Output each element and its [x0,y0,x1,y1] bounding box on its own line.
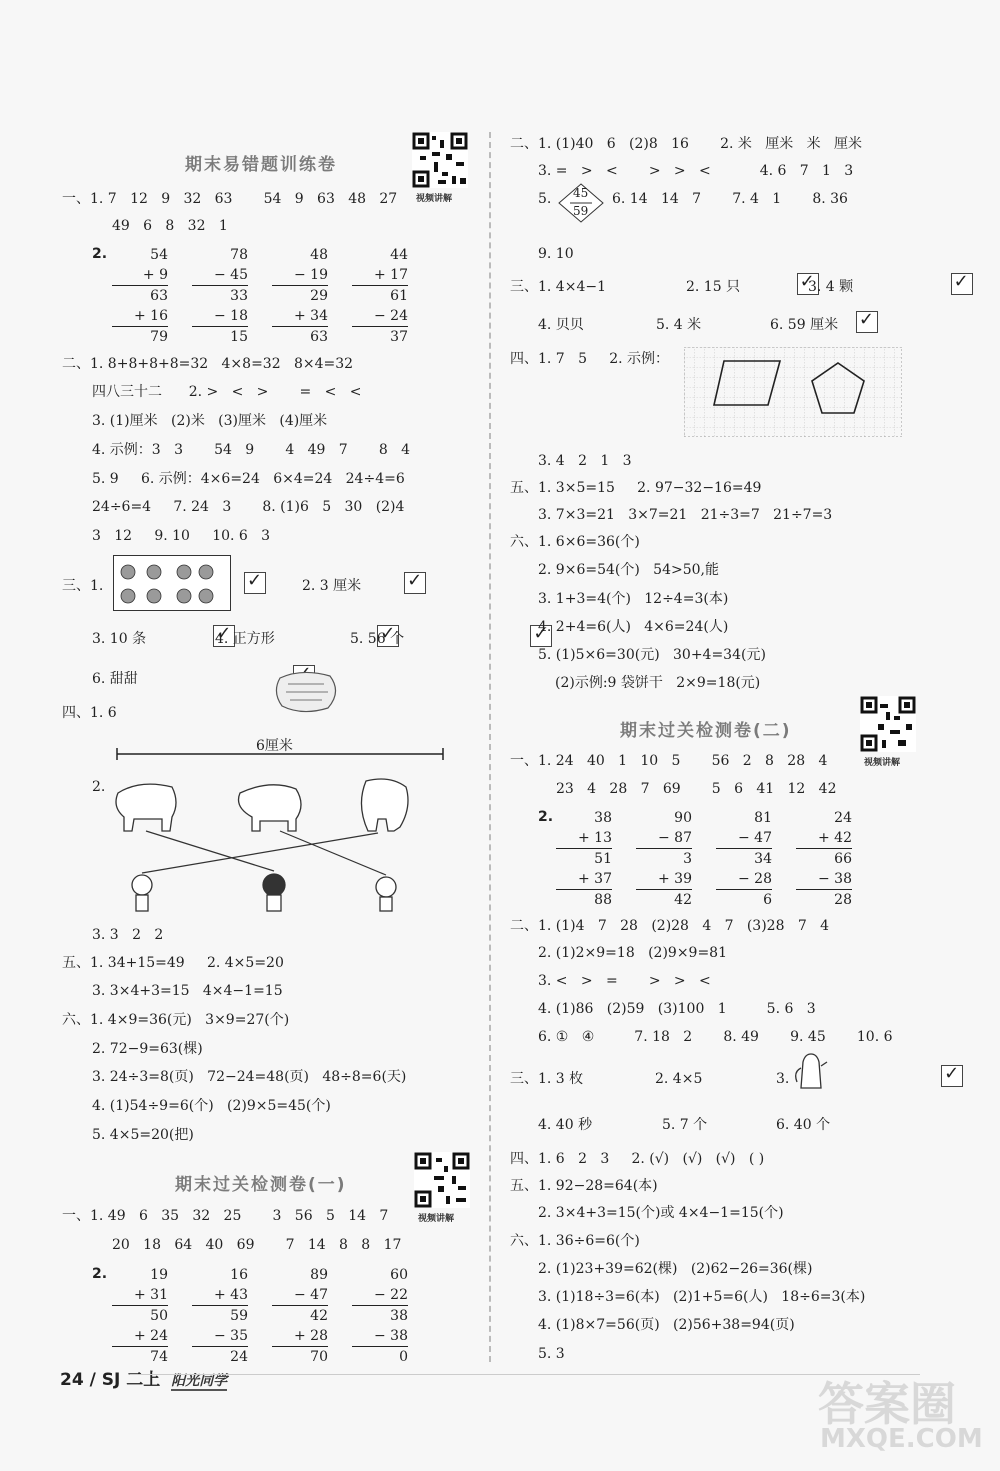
answer-line: 5. 56 个 [350,631,405,647]
answer-line: 5. 7 个 [662,1117,708,1133]
watermark-logo: 答案圈 [818,1377,956,1431]
qr-code-icon[interactable] [412,132,468,188]
answer-line: 二、1. (1)4 7 28 (2)28 4 7 (3)28 7 4 [510,918,829,934]
arithmetic-cell: − 45 [192,265,248,286]
answer-line: 四、1. 6 [62,705,117,721]
footer-rule [130,1374,920,1375]
answer-line: 3. 1+3=4(个) 12÷4=3(本) [538,591,729,607]
ruler-line [115,748,445,760]
arithmetic-cell: + 9 [112,265,168,286]
arithmetic-cell: + 17 [352,265,408,286]
answer-line: 6. 59 厘米 [770,317,839,333]
answer-line: 5. 4×5=20(把) [92,1127,194,1143]
answer-line: 2. 3 厘米 [302,578,362,594]
answer-line: 2. 9×6=54(个) 54>50,能 [538,562,719,578]
arithmetic-cell: 50 [150,1308,168,1324]
arithmetic-cell: 89 [310,1267,328,1283]
answer-line: 六、1. 36÷6=6(个) [510,1233,640,1249]
check-box [856,311,878,333]
arithmetic-cell: + 24 [112,1326,168,1347]
answer-line: 二、1. 8+8+8+8=32 4×8=32 8×4=32 [62,356,354,372]
answer-line: 4. 示例：3 3 54 9 4 49 7 8 4 [92,442,410,458]
qr-label: 视频讲解 [416,194,453,204]
answer-line: 4. 正方形 [215,631,275,647]
fraction-top: 45 [573,186,589,200]
answer-line: 9. 10 [538,246,574,262]
arithmetic-cell: + 16 [112,306,168,327]
arithmetic-cell: 24 [834,810,852,826]
arithmetic-cell: − 24 [352,306,408,327]
answer-line: 四、1. 7 5 2. 示例： [510,351,670,367]
arithmetic-cell: 16 [230,1267,248,1283]
answer-line: 4. 2+4=6(人) 4×6=24(人) [538,619,729,635]
arithmetic-column [352,1265,408,1367]
arithmetic-cell: − 38 [796,869,852,890]
qr-code-icon[interactable] [860,696,916,752]
answer-line: 4. (1)86 (2)59 (3)100 1 5. 6 3 [538,1001,816,1017]
arithmetic-column [192,245,248,347]
arithmetic-cell: − 18 [192,306,248,327]
ruler-label: 6厘米 [256,738,293,754]
arithmetic-cell: 59 [230,1308,248,1324]
brand-logo: 阳光同学 [171,1373,228,1389]
arithmetic-cell: + 34 [272,306,328,327]
answer-line: 3. 4 颗 [808,279,854,295]
arithmetic-cell: 79 [150,329,168,345]
answer-line: 3. 24÷3=8(页) 72−24=48(页) 48÷8=6(天) [92,1069,407,1085]
arithmetic-cell: + 37 [556,869,612,890]
answer-line: 2. (1)2×9=18 (2)9×9=81 [538,945,727,961]
arithmetic-cell: 28 [834,892,852,908]
arithmetic-cell: 34 [754,851,772,867]
answer-line: 4. 40 秒 [538,1117,593,1133]
fraction-diamond [558,183,604,223]
arithmetic-cell: 60 [390,1267,408,1283]
arithmetic-cell: − 19 [272,265,328,286]
arithmetic-cell: 19 [150,1267,168,1283]
answer-line: 三、1. 3 枚 [510,1071,584,1087]
answer-line: 5. (1)5×6=30(元) 30+4=34(元) [538,647,766,663]
arithmetic-cell: 15 [230,329,248,345]
answer-line: 一、1. 24 40 1 10 5 56 2 8 28 4 [510,753,828,769]
answer-line: 3. [776,1071,790,1087]
answer-line: 六、1. 4×9=36(元) 3×9=27(个) [62,1012,290,1028]
arithmetic-cell: 44 [390,247,408,263]
vertical-arithmetic-group-3 [556,808,876,912]
answer-line: 一、1. 49 6 35 32 25 3 56 5 14 7 [62,1208,389,1224]
qr-label: 视频讲解 [418,1214,455,1224]
arithmetic-column [716,808,772,910]
check-box [941,1065,963,1087]
answer-line: 3. = > < > > < 4. 6 7 1 3 [538,163,854,179]
arithmetic-cell: − 22 [352,1285,408,1306]
watermark-site: MXQE.COM [820,1424,983,1454]
answer-line: 四、1. 6 2 3 2. (√) (√) (√) ( ) [510,1151,765,1167]
answer-line: 四八三十二 2. > < > = < < [92,384,362,400]
radish-icons [114,556,230,610]
arithmetic-column [112,245,168,347]
answer-line: 2. (1)23+39=62(棵) (2)62−26=36(棵) [538,1261,813,1277]
qr-code-icon[interactable] [414,1152,470,1208]
answer-line: 24÷6=4 7. 24 3 8. (1)6 5 30 (2)4 [92,499,405,515]
arithmetic-column [272,1265,328,1367]
question-number: 2. [92,1266,108,1282]
answer-line: 6. 14 14 7 7. 4 1 8. 36 [612,191,848,207]
column-divider [489,132,491,1362]
answer-line: 3 12 9. 10 10. 6 3 [92,528,271,544]
arithmetic-cell: 37 [390,329,408,345]
vertical-arithmetic-group-2 [112,1265,412,1369]
answer-line: 5. 3 [538,1346,565,1362]
answer-line: 五、1. 92−28=64(本) [510,1178,658,1194]
answer-line: 6. 甜甜 [92,671,138,687]
elephant-matching-picture [110,775,420,915]
arithmetic-cell: − 47 [716,828,772,849]
arithmetic-cell: 70 [310,1349,328,1365]
arithmetic-cell: 3 [683,851,692,867]
stamp-icon [272,668,342,714]
arithmetic-column [796,808,852,910]
answer-line: 4. 贝贝 [538,317,584,333]
answer-line: 5. 9 6. 示例：4×6=24 6×4=24 24÷4=6 [92,471,405,487]
answer-line: 六、1. 6×6=36(个) [510,534,640,550]
answer-line: 3. < > = > > < [538,973,711,989]
arithmetic-cell: + 39 [636,869,692,890]
arithmetic-cell: − 38 [352,1326,408,1347]
arithmetic-cell: 38 [390,1308,408,1324]
arithmetic-cell: − 87 [636,828,692,849]
arithmetic-cell: 61 [390,288,408,304]
section-title-final-error: 期末易错题训练卷 [185,155,337,175]
section-title-final-test-1: 期末过关检测卷(一) [175,1175,347,1195]
arithmetic-cell: 38 [594,810,612,826]
answer-line: 一、1. 7 12 9 32 63 54 9 63 48 27 [62,191,398,207]
vertical-arithmetic-group-1 [112,245,412,349]
fraction-bottom: 59 [573,204,589,218]
answer-line: 2. 3×4+3=15(个)或 4×4−1=15(个) [538,1205,784,1221]
answer-line: 23 4 28 7 69 5 6 41 12 42 [556,781,837,797]
arithmetic-cell: 66 [834,851,852,867]
answer-line: 三、1. 4×4−1 [510,279,606,295]
arithmetic-cell: + 42 [796,828,852,849]
answer-line: 5. 4 米 [656,317,702,333]
arithmetic-cell: 63 [150,288,168,304]
answer-line: 3. 4 2 1 3 [538,453,632,469]
arithmetic-column [556,808,612,910]
arithmetic-cell: + 13 [556,828,612,849]
page-footer [60,1365,227,1390]
answer-line: 4. (1)8×7=56(页) (2)56+38=94(页) [538,1317,795,1333]
arithmetic-column [352,245,408,347]
arithmetic-cell: 74 [150,1349,168,1365]
check-box [244,572,266,594]
arithmetic-cell: − 28 [716,869,772,890]
arithmetic-cell: − 35 [192,1326,248,1347]
answer-line: 五、1. 3×5=15 2. 97−32−16=49 [510,480,762,496]
arithmetic-column [636,808,692,910]
arithmetic-cell: − 47 [272,1285,328,1306]
answer-line: 三、1. [62,578,104,594]
answer-line: 3. 3×4+3=15 4×4−1=15 [92,983,283,999]
answer-line: 4. (1)54÷9=6(个) (2)9×5=45(个) [92,1098,331,1114]
arithmetic-cell: 51 [594,851,612,867]
arithmetic-cell: 63 [310,329,328,345]
answer-line: 2. [92,779,106,795]
answer-line: (2)示例:9 袋饼干 2×9=18(元) [555,675,761,691]
arithmetic-cell: 42 [310,1308,328,1324]
page-number: 24 / SJ 二上 [60,1370,161,1390]
arithmetic-cell: 33 [230,288,248,304]
check-box [951,273,973,295]
answer-line: 6. ① ④ 7. 18 2 8. 49 9. 45 10. 6 [538,1029,893,1045]
arithmetic-cell: 24 [230,1349,248,1365]
arithmetic-column [192,1265,248,1367]
arithmetic-column [112,1265,168,1367]
answer-line: 2. 72−9=63(棵) [92,1041,203,1057]
answer-line: 2. 15 只 [686,279,741,295]
answer-line: 3. 3 2 2 [92,927,164,943]
arithmetic-cell: 6 [763,892,772,908]
dot-grid-shapes [684,347,902,437]
arithmetic-cell: + 43 [192,1285,248,1306]
answer-line: 20 18 64 40 69 7 14 8 8 17 [112,1237,402,1253]
answer-line: 3. (1)18÷3=6(本) (2)1+5=6(人) 18÷6=3(本) [538,1289,866,1305]
arithmetic-cell: 81 [754,810,772,826]
arithmetic-cell: + 28 [272,1326,328,1347]
vegetable-picture-box [113,555,231,611]
question-number: 2. [92,246,108,262]
section-title-final-test-2: 期末过关检测卷(二) [620,721,792,741]
arithmetic-cell: 42 [674,892,692,908]
check-box [404,572,426,594]
arithmetic-cell: 0 [399,1349,408,1365]
answer-line: 6. 40 个 [776,1117,831,1133]
arithmetic-cell: 48 [310,247,328,263]
question-number: 2. [538,809,554,825]
answer-line: 五、1. 34+15=49 2. 4×5=20 [62,955,284,971]
arithmetic-cell: 78 [230,247,248,263]
arithmetic-cell: + 31 [112,1285,168,1306]
arithmetic-column [272,245,328,347]
arithmetic-cell: 29 [310,288,328,304]
qr-label: 视频讲解 [864,758,901,768]
answer-line: 3. (1)厘米 (2)米 (3)厘米 (4)厘米 [92,413,328,429]
answer-line: 2. 4×5 [655,1071,703,1087]
kettle-icon [793,1050,829,1094]
arithmetic-cell: 54 [150,247,168,263]
arithmetic-cell: 90 [674,810,692,826]
answer-line: 3. 10 条 [92,631,147,647]
answer-line: 5. [538,191,552,207]
arithmetic-cell: 88 [594,892,612,908]
answer-line: 3. 7×3=21 3×7=21 21÷3=7 21÷7=3 [538,507,833,523]
answer-line: 二、1. (1)40 6 (2)8 16 2. 米 厘米 米 厘米 [510,136,862,152]
answer-line: 49 6 8 32 1 [112,218,228,234]
